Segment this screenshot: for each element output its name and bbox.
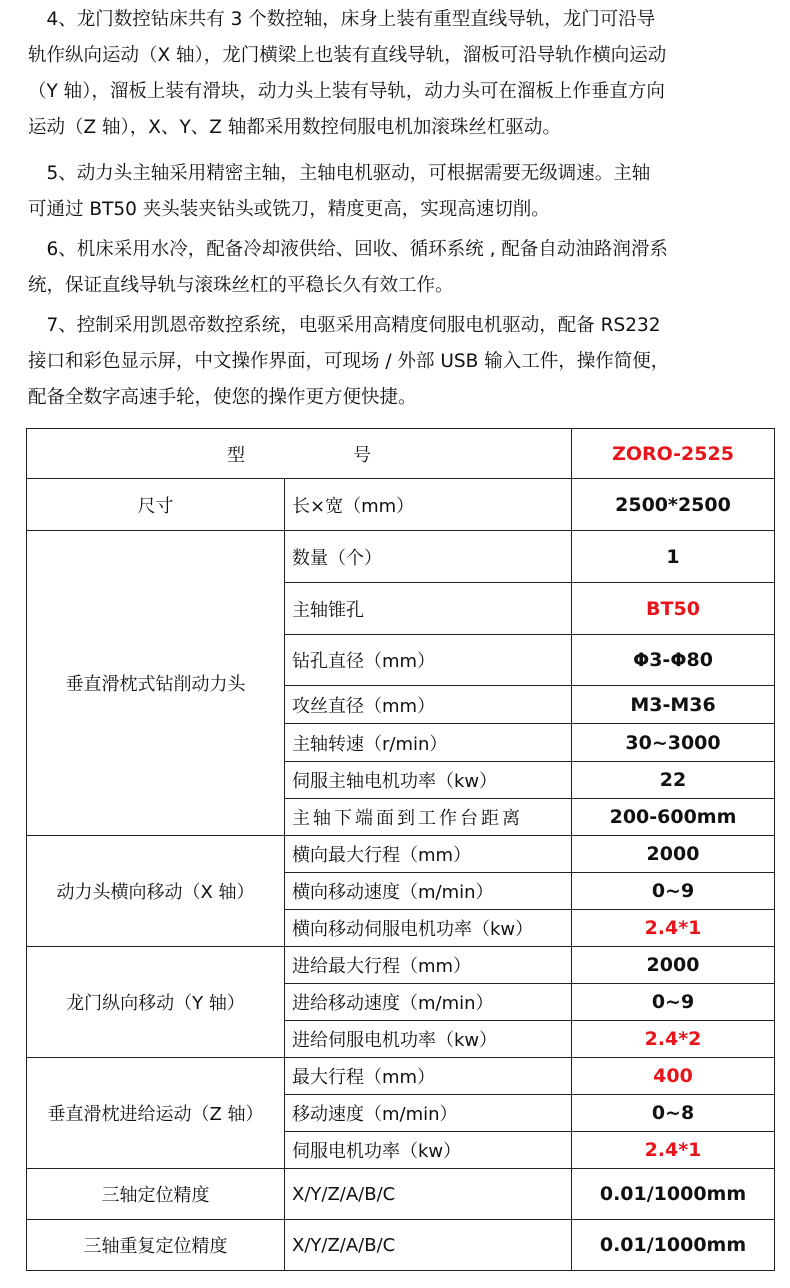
param-label: 钻孔直径（mm） [285,635,572,686]
table-row [27,1169,775,1220]
param-value: 30~3000 [572,724,775,762]
param-label: 最大行程（mm） [285,1058,572,1095]
param-value: 2.4*1 [572,1132,775,1169]
table-row [27,947,775,984]
paragraph-line: 接口和彩色显示屏，中文操作界面，可现场 / 外部 USB 输入工件，操作简便， [28,351,670,372]
param-value: 400 [572,1058,775,1095]
param-value: 2.4*2 [572,1021,775,1058]
param-value: 22 [572,762,775,799]
param-value: M3-M36 [572,686,775,724]
paragraph-6 [28,232,768,304]
group-label: 龙门纵向移动（Y 轴） [27,947,285,1058]
param-label: 伺服电机功率（kw） [285,1132,572,1169]
table-row [27,836,775,873]
param-value: Φ3-Φ80 [572,635,775,686]
param-label: 进给伺服电机功率（kw） [285,1021,572,1058]
paragraph-line: 7、控制采用凯恩帝数控系统，电驱采用高精度伺服电机驱动，配备 RS232 [28,315,661,336]
param-label: 伺服主轴电机功率（kw） [285,762,572,799]
param-value: 0~9 [572,873,775,910]
paragraph-4 [28,2,768,146]
paragraph-7 [28,308,768,416]
group-label: 尺寸 [27,479,285,531]
table-header-row [27,429,775,479]
param-value: 2000 [572,836,775,873]
param-label: 移动速度（m/min） [285,1095,572,1132]
spec-table [26,428,775,1271]
param-value: 0.01/1000mm [572,1220,775,1271]
param-label: 横向移动速度（m/min） [285,873,572,910]
param-label: 数量（个） [285,531,572,583]
group-label: 三轴重复定位精度 [27,1220,285,1271]
paragraph-line: 6、机床采用水冷，配备冷却液供给、回收、循环系统 , 配备自动油路润滑系 [28,239,668,260]
param-label: 主轴转速（r/min） [285,724,572,762]
group-label: 垂直滑枕进给运动（Z 轴） [27,1058,285,1169]
table-row [27,1220,775,1271]
param-value: 2.4*1 [572,910,775,947]
model-label: 型 号 [27,429,572,479]
param-value: 1 [572,531,775,583]
paragraph-line: 5、动力头主轴采用精密主轴，主轴电机驱动，可根据需要无级调速。主轴 [28,163,651,184]
param-value: 0.01/1000mm [572,1169,775,1220]
param-value: 0~8 [572,1095,775,1132]
param-label: 进给最大行程（mm） [285,947,572,984]
table-row [27,479,775,531]
paragraph-line: 配备全数字高速手轮，使您的操作更方便快捷。 [28,387,417,408]
param-label: 长×宽（mm） [285,479,572,531]
paragraph-line: （Y 轴），溜板上装有滑块，动力头上装有导轨，动力头可在溜板上作垂直方向 [28,81,665,102]
paragraph-line: 4、龙门数控钻床共有 3 个数控轴，床身上装有重型直线导轨，龙门可沿导 [28,9,656,30]
param-value: 0~9 [572,984,775,1021]
param-value: 2500*2500 [572,479,775,531]
paragraph-5 [28,156,768,228]
group-label: 动力头横向移动（X 轴） [27,836,285,947]
table-row [27,531,775,583]
param-label: 攻丝直径（mm） [285,686,572,724]
param-label: 主轴下端面到工作台距离 [285,799,572,836]
param-label: X/Y/Z/A/B/C [285,1220,572,1271]
param-label: 横向移动伺服电机功率（kw） [285,910,572,947]
param-label: X/Y/Z/A/B/C [285,1169,572,1220]
paragraph-line: 可通过 BT50 夹头装夹钻头或铣刀，精度更高，实现高速切削。 [28,199,550,220]
group-label: 三轴定位精度 [27,1169,285,1220]
paragraph-line: 统，保证直线导轨与滚珠丝杠的平稳长久有效工作。 [28,275,454,296]
paragraph-line: 轨作纵向运动（X 轴），龙门横梁上也装有直线导轨，溜板可沿导轨作横向运动 [28,45,667,66]
paragraph-line: 运动（Z 轴），X、Y、Z 轴都采用数控伺服电机加滚珠丝杠驱动。 [28,117,561,138]
param-value: 2000 [572,947,775,984]
param-label: 横向最大行程（mm） [285,836,572,873]
model-value: ZORO-2525 [572,429,775,479]
param-value: BT50 [572,583,775,635]
param-label: 主轴锥孔 [285,583,572,635]
group-label: 垂直滑枕式钻削动力头 [27,531,285,836]
table-row [27,1058,775,1095]
param-label: 进给移动速度（m/min） [285,984,572,1021]
param-value: 200-600mm [572,799,775,836]
